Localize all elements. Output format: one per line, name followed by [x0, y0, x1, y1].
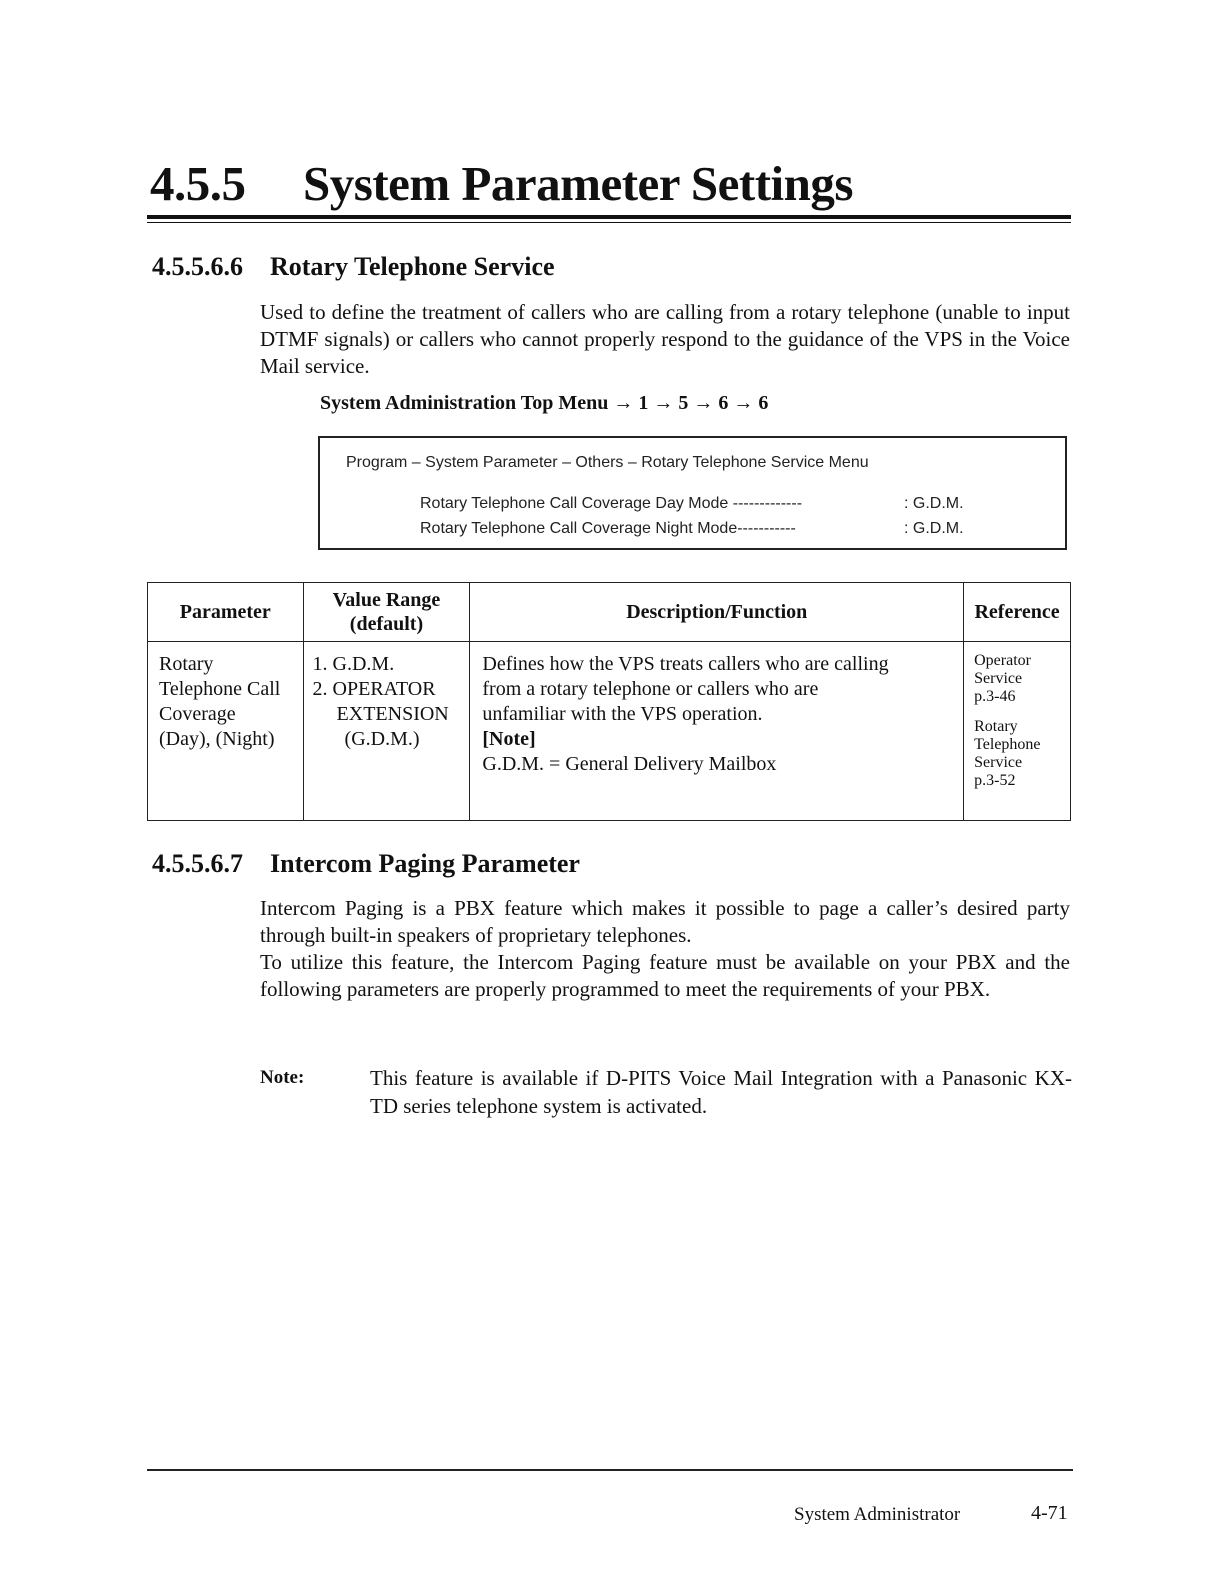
screen-row-value: : G.D.M. — [904, 520, 964, 537]
table-header-row — [148, 583, 1071, 642]
range-line: 2. OPERATOR — [312, 678, 436, 700]
intercom-heading — [152, 849, 580, 879]
page-number: 4-71 — [1031, 1502, 1068, 1524]
description-line: from a rotary telephone or callers who are — [482, 678, 819, 700]
table-row — [148, 642, 1071, 821]
reference-line: Rotary — [974, 718, 1018, 735]
parameter-table — [147, 582, 1071, 821]
range-line: 1. G.D.M. — [312, 653, 395, 675]
screen-row-value: : G.D.M. — [904, 495, 964, 512]
note-label: Note: — [260, 1067, 305, 1088]
intercom-paragraph: Intercom Paging is a PBX feature which makes it possible to page a caller’s desired party through built-in speakers of proprietary telephones. — [260, 896, 1070, 947]
cell-value-range — [303, 642, 470, 821]
range-line: EXTENSION — [336, 703, 449, 725]
title-rule — [147, 215, 1071, 219]
reference-line: Operator — [974, 652, 1031, 669]
description-note-label: [Note] — [482, 728, 536, 750]
footer-label: System Administrator — [794, 1504, 961, 1525]
screen-display — [318, 436, 1067, 550]
parameter-line: Telephone Call — [159, 678, 281, 700]
section-title — [150, 155, 1070, 211]
header-parameter: Parameter — [148, 583, 304, 642]
rotary-heading-title: Rotary Telephone Service — [270, 252, 555, 281]
rotary-heading — [152, 252, 555, 282]
cell-description — [470, 642, 964, 821]
intercom-paragraph: To utilize this feature, the Intercom Paging feature must be available on your PBX and the following parameters are properly programmed to meet the requirements of your PBX. — [260, 950, 1070, 1001]
header-reference: Reference — [964, 583, 1071, 642]
header-value-range-line2: (default) — [349, 613, 424, 635]
rotary-description — [260, 299, 1070, 380]
intercom-heading-number: 4.5.5.6.7 — [152, 849, 243, 878]
parameter-line: (Day), (Night) — [159, 728, 275, 750]
screen-row-label: Rotary Telephone Call Coverage Night Mode----------- — [420, 520, 796, 537]
section-number: 4.5.5 — [150, 156, 246, 211]
title-rule-thin — [147, 222, 1071, 223]
menu-path: System Administration Top Menu → 1 → 5 → 6 → 6 — [320, 392, 769, 414]
screen-row-label: Rotary Telephone Call Coverage Day Mode ------------- — [420, 495, 803, 512]
screen-row-night — [420, 520, 964, 538]
section-title-text: System Parameter Settings — [303, 156, 853, 211]
intercom-description — [260, 895, 1070, 1003]
reference-line: Service — [974, 670, 1023, 687]
range-default: (G.D.M.) — [344, 728, 420, 750]
header-value-range — [303, 583, 470, 642]
description-line: unfamiliar with the VPS operation. — [482, 703, 763, 725]
description-note-text: G.D.M. = General Delivery Mailbox — [482, 753, 777, 775]
cell-reference — [964, 642, 1071, 821]
footer-rule — [147, 1469, 1073, 1471]
screen-row-day — [420, 495, 964, 513]
reference-page: p.3-52 — [974, 772, 1016, 789]
parameter-line: Rotary — [159, 653, 214, 675]
reference-line: Telephone — [974, 736, 1041, 753]
cell-parameter — [148, 642, 304, 821]
rotary-body: Used to define the treatment of callers who are calling from a rotary telephone (unable to input DTMF signals) or callers who cannot properly respond to the guidance of the VPS in the Voice Mail service. — [260, 300, 1070, 378]
header-value-range-line1: Value Range — [332, 589, 441, 611]
reference-line: Service — [974, 754, 1023, 771]
description-line: Defines how the VPS treats callers who are calling — [482, 653, 889, 675]
screen-title: Program – System Parameter – Others – Rotary Telephone Service Menu — [346, 454, 869, 471]
note-text: This feature is available if D-PITS Voice Mail Integration with a Panasonic KX-TD series telephone system is activated. — [370, 1066, 1072, 1118]
reference-page: p.3-46 — [974, 688, 1016, 705]
rotary-heading-number: 4.5.5.6.6 — [152, 252, 243, 281]
intercom-heading-title: Intercom Paging Parameter — [270, 849, 580, 878]
header-description: Description/Function — [470, 583, 964, 642]
reference-spacer — [974, 706, 1070, 718]
parameter-line: Coverage — [159, 703, 236, 725]
